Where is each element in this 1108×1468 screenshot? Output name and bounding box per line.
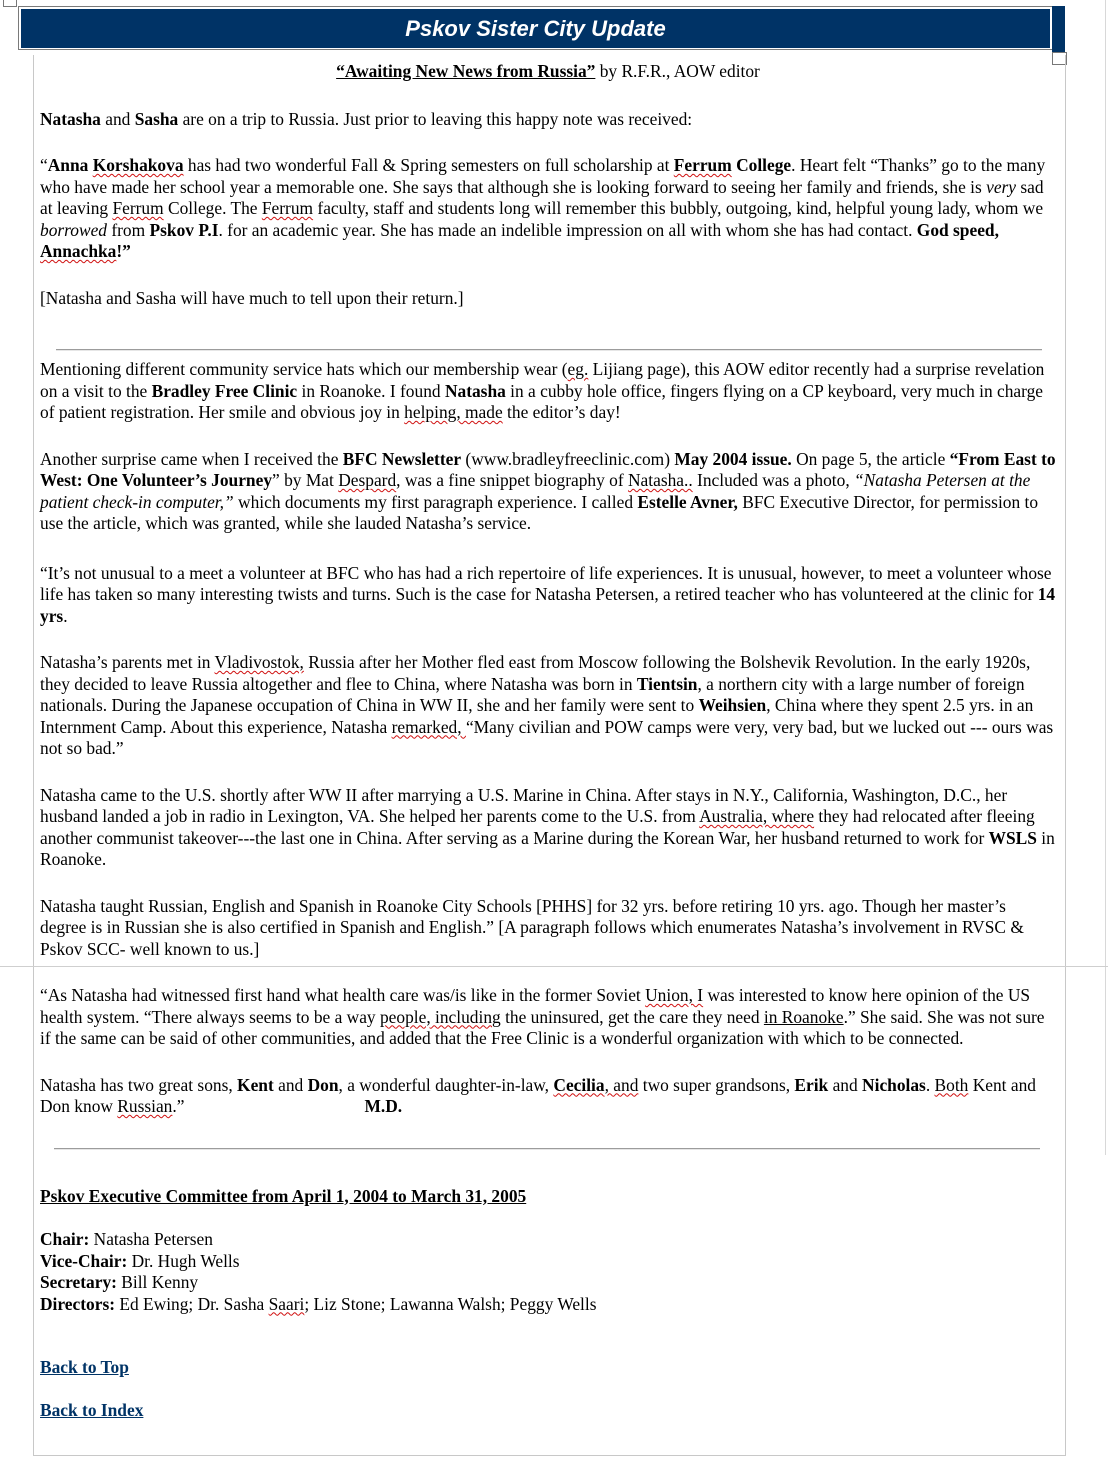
text: Another surprise came when I received the bbox=[40, 448, 343, 469]
text: “As Natasha had witnessed first hand what health care was/is like in the former Soviet bbox=[40, 985, 646, 1005]
value: Ed Ewing; Dr. Sasha bbox=[115, 1293, 269, 1314]
text: ” by Mat bbox=[272, 470, 339, 490]
bradley-free-clinic: Bradley Free Clinic bbox=[151, 380, 298, 401]
text: which documents my first paragraph experience. I called bbox=[233, 491, 638, 512]
emphasis-very: very bbox=[986, 176, 1017, 197]
ferrum: Ferrum bbox=[673, 155, 732, 175]
text: two super grandsons, bbox=[638, 1074, 795, 1095]
name-kent: Kent bbox=[237, 1074, 274, 1095]
god-speed: God speed, bbox=[916, 219, 999, 240]
back-to-index-link[interactable]: Back to Index bbox=[40, 1399, 144, 1420]
value: Bill Kenny bbox=[116, 1272, 199, 1292]
text: from bbox=[107, 219, 150, 240]
text: . bbox=[925, 1074, 935, 1095]
text: and bbox=[100, 108, 135, 129]
photo-caption: “Natasha Petersen at the patient check-in computer,” bbox=[40, 470, 1031, 512]
text: helping, made bbox=[404, 402, 503, 422]
text: sad at leaving bbox=[40, 176, 1044, 218]
text: “ bbox=[40, 155, 48, 175]
committee-title: Pskov Executive Committee from April 1, 2004 to March 31, 2005 bbox=[40, 1185, 527, 1206]
text: eg. bbox=[567, 359, 589, 379]
text: Despard bbox=[338, 470, 397, 490]
years: 14 yrs bbox=[40, 584, 1056, 626]
text: the uninsured, get the care they need bbox=[500, 1006, 764, 1027]
weihsien: Weihsien bbox=[698, 695, 767, 715]
frame-border-bottom bbox=[33, 1455, 1066, 1456]
committee-heading bbox=[40, 1186, 1056, 1208]
name-estelle: Estelle Avner, bbox=[637, 491, 738, 512]
text: . for an academic year. She has made an indelible impression on all with whom she has had contact. bbox=[218, 219, 917, 240]
bio-paragraph-6 bbox=[40, 1075, 1056, 1118]
annachka: Annachka bbox=[40, 241, 117, 261]
text: Vladivostok, bbox=[214, 652, 304, 672]
bio-paragraph-3 bbox=[40, 785, 1056, 871]
bio-paragraph-2 bbox=[40, 652, 1056, 760]
text: , a northern city with a large number of foreign nationals. During the Japanese occupation of China in WW II, she and her family were sent to bbox=[40, 673, 1025, 715]
text: , was a fine snippet biography of bbox=[396, 470, 628, 490]
text: .” bbox=[172, 1096, 185, 1116]
text: .” She said. She was not sure if the same can be said of other communities, and added that the Free Clinic is a wonderful organization with which to be connected. bbox=[40, 1006, 1045, 1048]
note-paragraph bbox=[40, 155, 1056, 263]
text: College. The bbox=[163, 198, 262, 218]
text: remarked, bbox=[391, 716, 466, 737]
intro-paragraph bbox=[40, 109, 1056, 131]
newsletter-paragraph bbox=[40, 449, 1056, 535]
text: !” bbox=[116, 241, 131, 261]
text: Mentioning different community service hats which our membership wear ( bbox=[40, 359, 568, 379]
value: Saari bbox=[268, 1293, 305, 1314]
text: . bbox=[63, 605, 68, 626]
text: and bbox=[273, 1074, 308, 1095]
text: Natasha has two great sons, bbox=[40, 1074, 238, 1095]
committee-directors bbox=[40, 1294, 1056, 1316]
committee-secretary bbox=[40, 1272, 1056, 1294]
text: Union, I bbox=[645, 985, 704, 1005]
outer-border-right bbox=[1105, 0, 1106, 1155]
committee-vice-chair bbox=[40, 1251, 1056, 1273]
frame-border-left bbox=[33, 55, 34, 1455]
text: in Roanoke. I found bbox=[297, 380, 445, 401]
text: “It’s not unusual to a meet a volunteer at BFC who has had a rich repertoire of life experiences. It is unusual, however, to meet a volunteer whose life has taken so many interesting twists and turns. Such is the case for Natasha Petersen, a retired teacher who has volunteered at the clinic for bbox=[40, 562, 1052, 604]
bio-paragraph-5 bbox=[40, 985, 1056, 1050]
issue: May 2004 issue. bbox=[674, 448, 792, 469]
text: faculty, staff and students long will remember this bubbly, outgoing, kind, helpful young lady, whom we bbox=[313, 198, 1044, 218]
divider bbox=[54, 1148, 1040, 1150]
label: Secretary: bbox=[40, 1272, 117, 1292]
name-anna: Anna bbox=[47, 155, 93, 175]
banner-edge bbox=[1052, 6, 1065, 52]
wsls: WSLS bbox=[988, 827, 1037, 848]
name-erik: Erik bbox=[794, 1074, 829, 1095]
text: , and bbox=[604, 1074, 639, 1095]
text: in Roanoke. bbox=[40, 827, 1055, 869]
text: Natasha came to the U.S. shortly after WW II after marrying a U.S. Marine in China. After stays in N.Y., California, Washington, D.C., her husband landed a job in radio in Lexington, VA. She helped her parents come to the U.S. from bbox=[40, 784, 1008, 826]
back-to-top-link[interactable]: Back to Top bbox=[40, 1357, 129, 1377]
text: Russian bbox=[117, 1096, 173, 1116]
bio-paragraph-4: Natasha taught Russian, English and Spanish in Roanoke City Schools [PHHS] for 32 yrs. before retiring 10 yrs. ago. Though her master’s degree is in Russian she is also certified in Spanish and English.” [A paragraph follows which enumerates Natasha’s involvement in RVSC & Pskov SCC- well known to us.] bbox=[40, 895, 1024, 959]
text: and bbox=[828, 1074, 863, 1095]
text: Natasha’s parents met in bbox=[40, 652, 215, 672]
text: BFC Executive Director, for permission to use the article, which was granted, while she lauded Natasha’s service. bbox=[40, 491, 1039, 533]
text: Kent and Don know bbox=[40, 1074, 1036, 1116]
headline: “Awaiting New News from Russia” bbox=[336, 61, 596, 81]
value: Natasha Petersen bbox=[89, 1229, 213, 1249]
bracket-note: [Natasha and Sasha will have much to tell upon their return.] bbox=[40, 287, 464, 308]
pskov-pi: Pskov P.I bbox=[149, 219, 219, 240]
bio-paragraph-1 bbox=[40, 563, 1056, 628]
article-body bbox=[40, 61, 1056, 1421]
text: in a cubby hole office, fingers flying on a CP keyboard, very much in charge of patient registration. Her smile and obvious joy in bbox=[40, 380, 1044, 422]
text: (www.bradleyfreeclinic.com) bbox=[461, 448, 675, 469]
text: in Roanoke bbox=[763, 1006, 844, 1027]
text: Australia, where bbox=[699, 806, 815, 826]
text: , China where they spent 2.5 yrs. in an Internment Camp. About this experience, Natasha bbox=[40, 695, 1034, 737]
text: the editor’s day! bbox=[502, 402, 621, 422]
label: Directors: bbox=[40, 1293, 115, 1314]
text: are on a trip to Russia. Just prior to leaving this happy note was received: bbox=[178, 108, 693, 129]
text: was interested to know here opinion of the US health system. “There always seems to be a way bbox=[40, 985, 1031, 1027]
name-nicholas: Nicholas bbox=[862, 1074, 926, 1095]
tientsin: Tientsin bbox=[636, 673, 698, 694]
back-to-top-row bbox=[40, 1357, 1056, 1379]
signature-md: M.D. bbox=[364, 1096, 403, 1116]
text: . Heart felt “Thanks” go to the many who have made her school year a memorable one. She says that although she is looking forward to seeing her family and friends, she is bbox=[40, 155, 1046, 197]
byline: by R.F.R., AOW editor bbox=[595, 61, 760, 81]
frame-border-right bbox=[1065, 55, 1066, 1455]
ferrum: Ferrum bbox=[112, 198, 164, 218]
emphasis-borrowed: borrowed bbox=[40, 219, 107, 240]
value: Dr. Hugh Wells bbox=[127, 1250, 240, 1271]
text: has had two wonderful Fall & Spring semesters on full scholarship at bbox=[183, 155, 674, 175]
text: Both bbox=[934, 1074, 969, 1095]
name-natasha: Natasha bbox=[444, 380, 506, 401]
text: “Many civilian and POW camps were very, very bad, but we lucked out --- ours was not so bad.” bbox=[40, 716, 1054, 758]
text: , a wonderful daughter-in-law, bbox=[338, 1074, 554, 1095]
label: Chair: bbox=[40, 1229, 90, 1249]
bfc-newsletter: BFC Newsletter bbox=[342, 448, 462, 469]
name-cecilia: Cecilia bbox=[553, 1074, 605, 1095]
ferrum: Ferrum bbox=[261, 198, 314, 218]
value: ; Liz Stone; Lawanna Walsh; Peggy Wells bbox=[304, 1293, 597, 1314]
name-natasha: Natasha bbox=[40, 108, 101, 129]
name-don: Don bbox=[307, 1074, 339, 1095]
clinic-paragraph bbox=[40, 359, 1056, 424]
page-title: Pskov Sister City Update bbox=[21, 9, 1050, 48]
text: Russia after her Mother fled east from Moscow following the Bolshevik Revolution. In the early 1920s, they decided to leave Russia altogether and flee to China, where Natasha was born in bbox=[40, 652, 1031, 694]
back-to-index-row bbox=[40, 1400, 1056, 1422]
committee-chair bbox=[40, 1229, 1056, 1251]
text: people, including bbox=[379, 1006, 501, 1027]
text: On page 5, the article bbox=[791, 448, 950, 469]
text: Natasha.. bbox=[627, 470, 693, 490]
text: they had relocated after fleeing another communist takeover---the last one in China. After serving as a Marine during the Korean War, her husband returned to work for bbox=[40, 806, 1035, 848]
name-korshakova: Korshakova bbox=[92, 155, 184, 175]
corner-mark bbox=[3, 0, 17, 7]
text: Lijiang page), this AOW editor recently had a surprise revelation on a visit to the bbox=[40, 359, 1045, 401]
article-title: “From East to West: One Volunteer’s Journey bbox=[40, 448, 1056, 490]
name-sasha: Sasha bbox=[134, 108, 179, 129]
text: Included was a photo, bbox=[692, 470, 855, 490]
college: College bbox=[731, 155, 792, 175]
divider bbox=[56, 349, 1042, 351]
headline-line bbox=[40, 61, 1056, 83]
label: Vice-Chair: bbox=[40, 1250, 128, 1271]
